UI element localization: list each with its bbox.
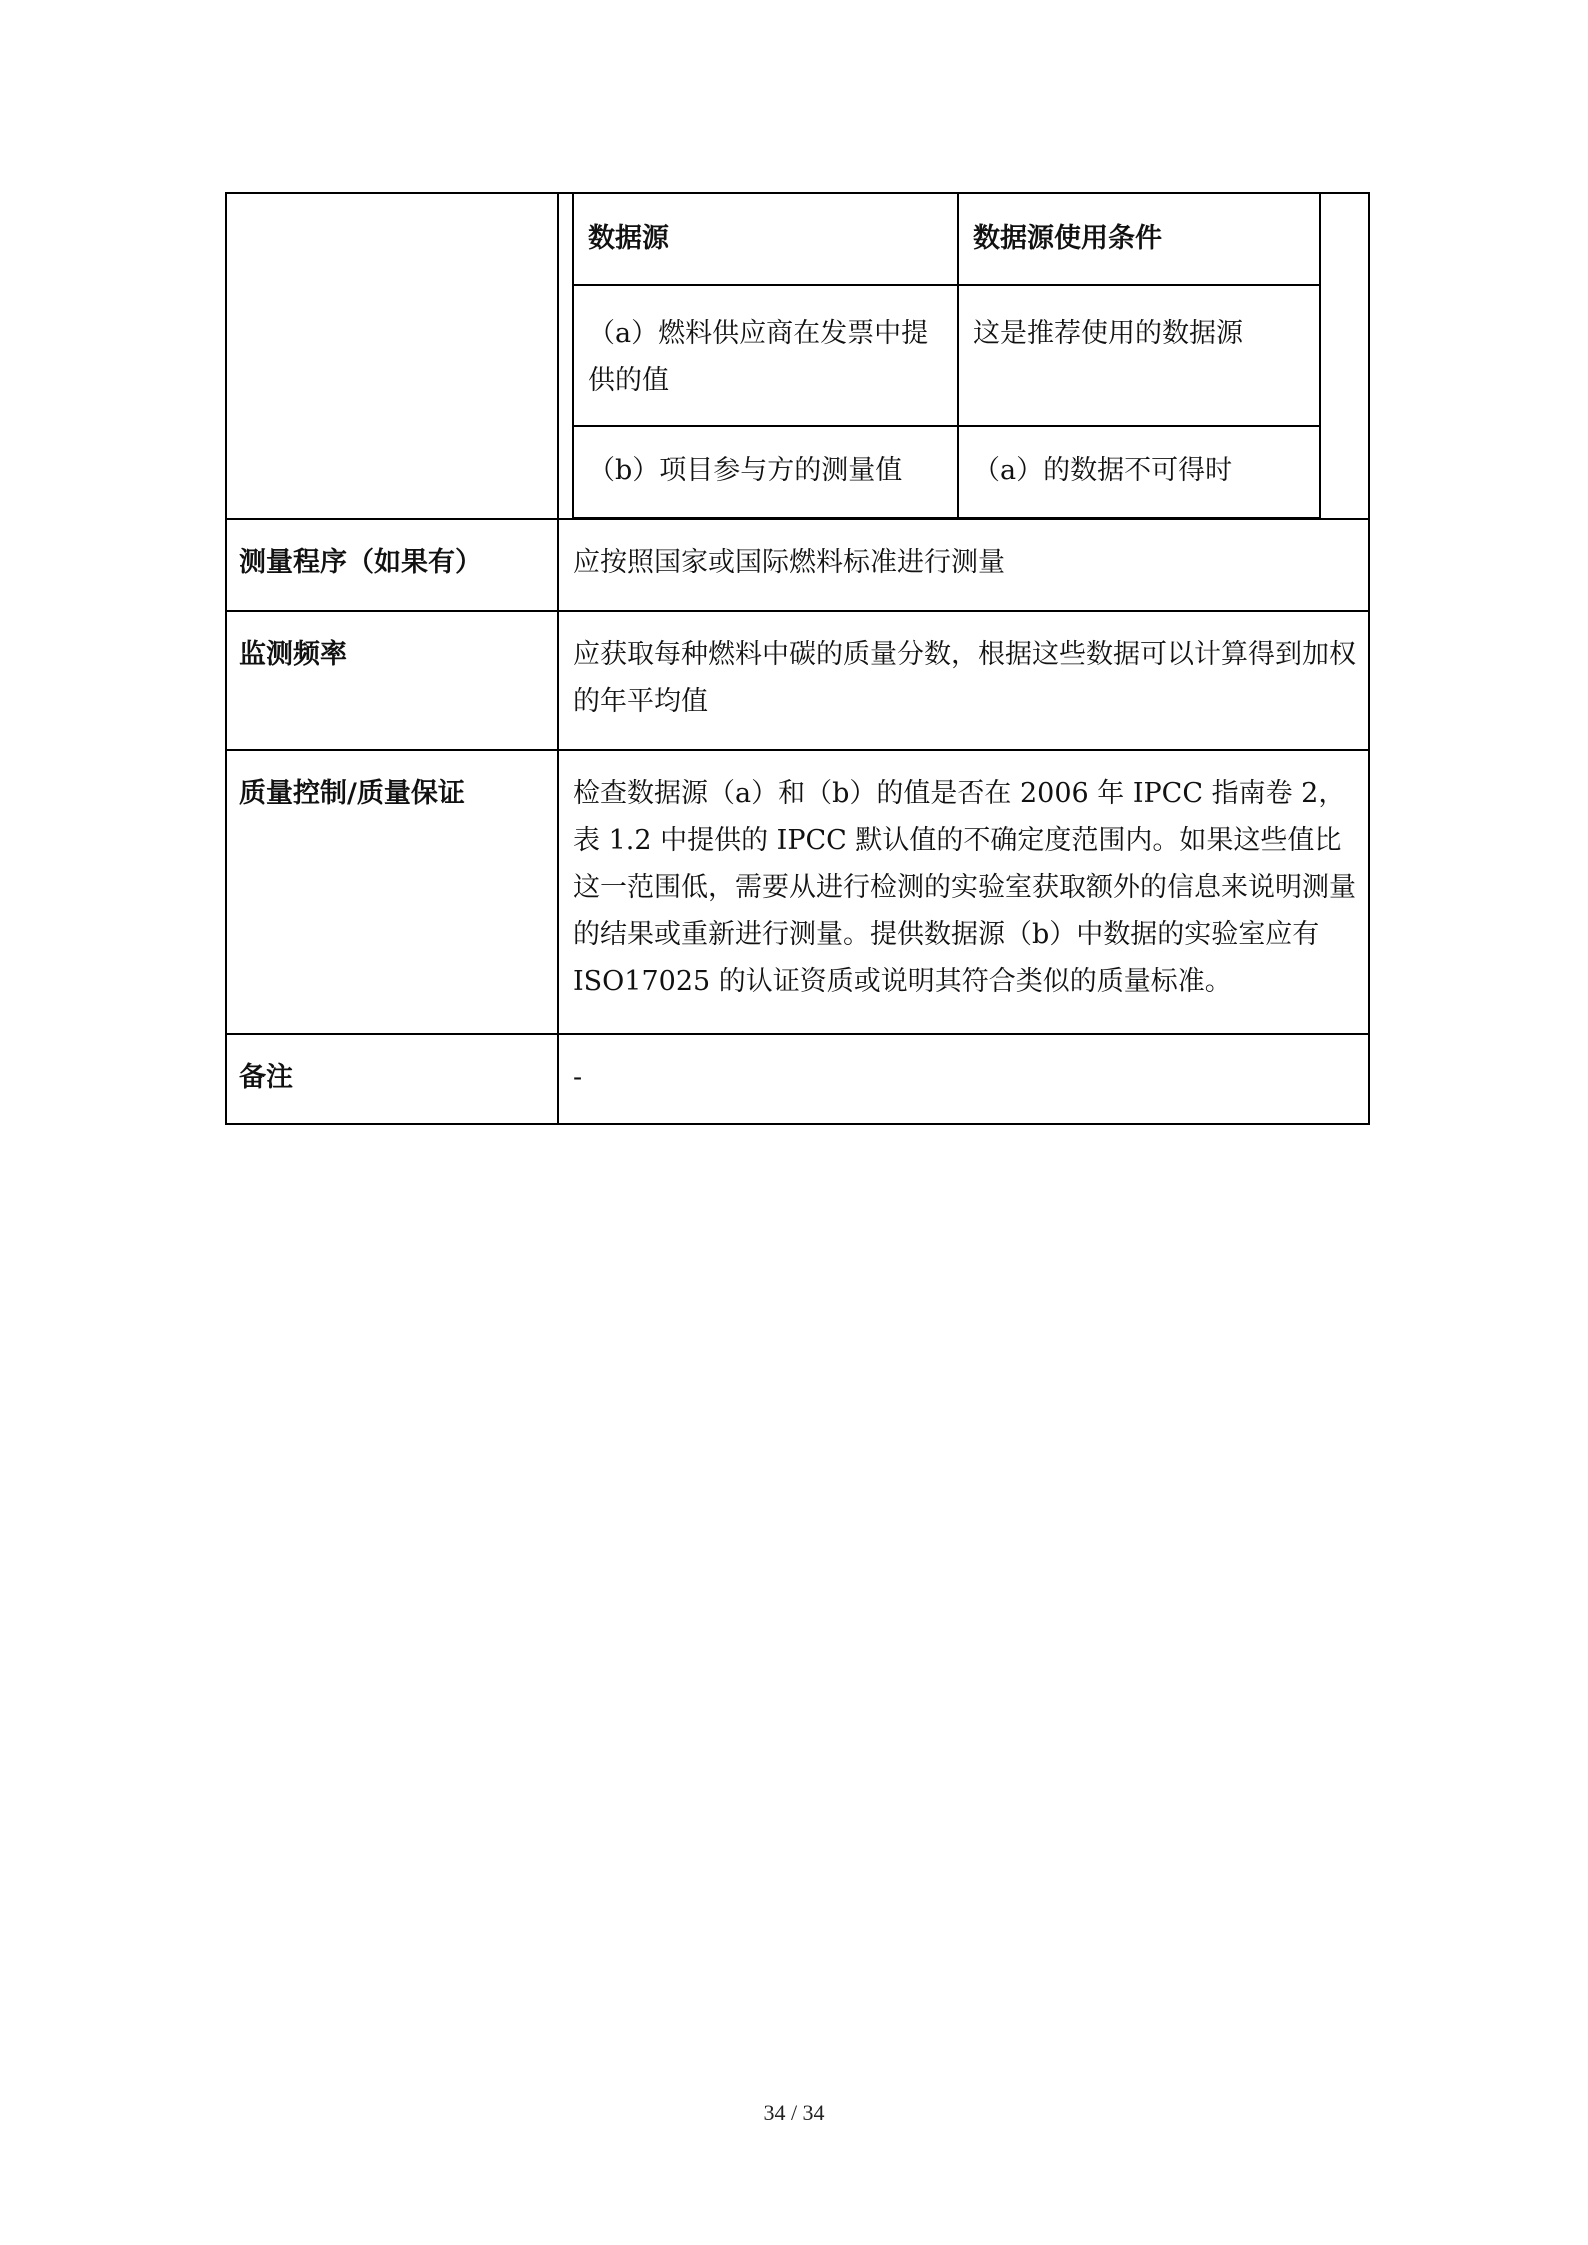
remark-row — [226, 1034, 1369, 1124]
measurement-procedure-value: 应按照国家或国际燃料标准进行测量 — [558, 519, 1369, 611]
qa-qc-value: 检查数据源（a）和（b）的值是否在 2006 年 IPCC 指南卷 2，表 1.2 中提供的 IPCC 默认值的不确定度范围内。如果这些值比这一范围低，需要从进行检测的实验室获取额外的信息来说明测量的结果或重新进行测量。提供数据源（b）中数据的实验室应有 ISO17025 的认证资质或说明其符合类似的质量标准。 — [558, 750, 1369, 1034]
remark-value: - — [558, 1034, 1369, 1124]
data-source-header: 数据源 — [573, 193, 958, 285]
qa-qc-row — [226, 750, 1369, 1034]
table-row — [573, 285, 1320, 426]
data-source-a-condition: 这是推荐使用的数据源 — [958, 285, 1320, 426]
data-source-a: （a）燃料供应商在发票中提供的值 — [573, 285, 958, 426]
data-source-b-condition: （a）的数据不可得时 — [958, 426, 1320, 518]
measurement-procedure-row — [226, 519, 1369, 611]
qa-qc-label: 质量控制/质量保证 — [226, 750, 558, 1034]
parameter-table — [225, 192, 1370, 1125]
data-source-b: （b）项目参与方的测量值 — [573, 426, 958, 518]
data-sources-row — [226, 193, 1369, 519]
page-number: 34 / 34 — [763, 2100, 825, 2125]
remark-label: 备注 — [226, 1034, 558, 1124]
table-row — [573, 426, 1320, 518]
measurement-procedure-label: 测量程序（如果有） — [226, 519, 558, 611]
data-sources-cell — [558, 193, 1369, 519]
monitoring-frequency-row — [226, 611, 1369, 750]
monitoring-frequency-value: 应获取每种燃料中碳的质量分数，根据这些数据可以计算得到加权的年平均值 — [558, 611, 1369, 750]
data-source-condition-header: 数据源使用条件 — [958, 193, 1320, 285]
data-sources-table — [572, 192, 1321, 519]
data-sources-header-row — [573, 193, 1320, 285]
data-sources-label-cell — [226, 193, 558, 519]
monitoring-frequency-label: 监测频率 — [226, 611, 558, 750]
